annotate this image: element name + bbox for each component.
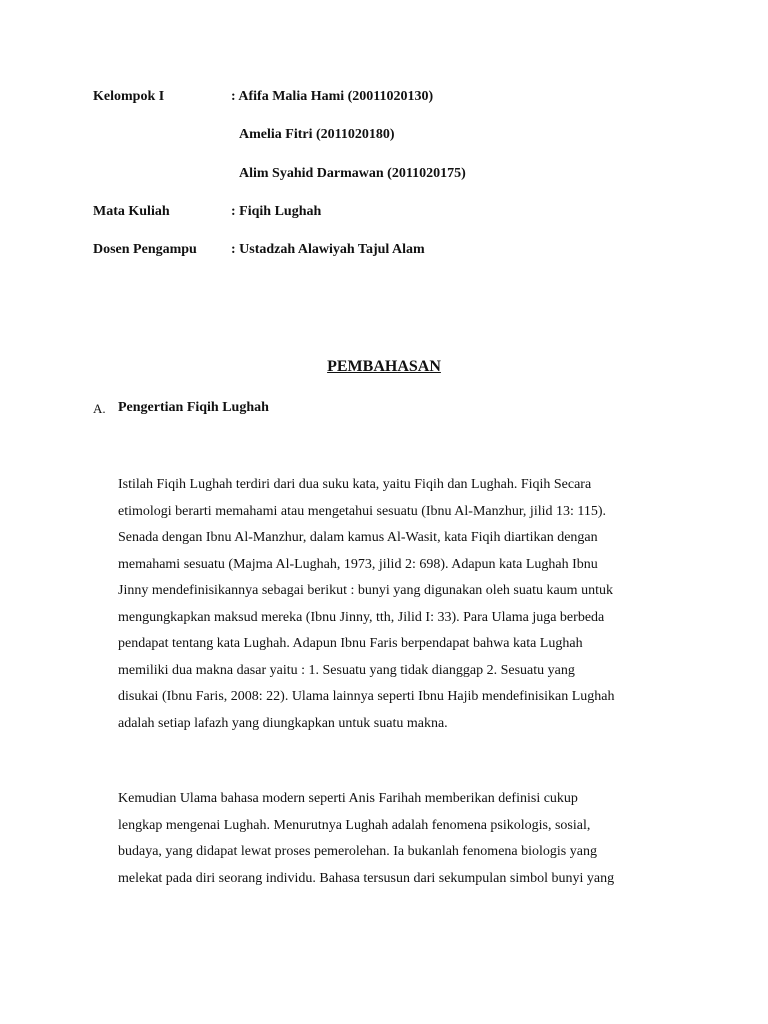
- paragraph-line: Kemudian Ulama bahasa modern seperti Anis Farihah memberikan definisi cukup: [118, 791, 578, 806]
- paragraph-line: budaya, yang didapat lewat proses pemerolehan. Ia bukanlah fenomena biologis yang: [118, 844, 597, 859]
- member-2: Amelia Fitri (2011020180): [239, 127, 395, 142]
- paragraph-line: pendapat tentang kata Lughah. Adapun Ibnu Faris berpendapat bahwa kata Lughah: [118, 636, 583, 651]
- paragraph-line: lengkap mengenai Lughah. Menurutnya Lughah adalah fenomena psikologis, sosial,: [118, 817, 591, 833]
- subheading-title: Pengertian Fiqih Lughah: [118, 400, 269, 415]
- paragraph-line: Jinny mendefinisikannya sebagai berikut : bunyi yang digunakan oleh suatu kaum untuk: [118, 583, 613, 598]
- paragraph-2: [118, 786, 678, 892]
- paragraph-line: Senada dengan Ibnu Al-Manzhur, dalam kamus Al-Wasit, kata Fiqih diartikan dengan: [118, 530, 598, 545]
- paragraph-line: memahami sesuatu (Majma Al-Lughah, 1973, jilid 2: 698). Adapun kata Lughah Ibnu: [118, 556, 598, 572]
- paragraph-line: memiliki dua makna dasar yaitu : 1. Sesuatu yang tidak dianggap 2. Sesuatu yang: [118, 662, 575, 678]
- member-3: Alim Syahid Darmawan (2011020175): [239, 166, 466, 181]
- paragraph-line: mengungkapkan maksud mereka (Ibnu Jinny, tth, Jilid I: 33). Para Ulama juga berbeda: [118, 609, 605, 625]
- paragraph-line: Istilah Fiqih Lughah terdiri dari dua suku kata, yaitu Fiqih dan Lughah. Fiqih Secara: [118, 477, 592, 492]
- paragraph-line: disukai (Ibnu Faris, 2008: 22). Ulama lainnya seperti Ibnu Hajib mendefinisikan Lughah: [118, 689, 615, 704]
- paragraph-line: etimologi berarti memahami atau mengetahui sesuatu (Ibnu Al-Manzhur, jilid 13: 115).: [118, 503, 607, 519]
- paragraph-line: melekat pada diri seorang individu. Bahasa tersusun dari sekumpulan simbol bunyi yang: [118, 870, 615, 886]
- paragraph-line: adalah setiap lafazh yang diungkapkan untuk suatu makna.: [118, 715, 448, 731]
- mata-kuliah-value: : Fiqih Lughah: [231, 204, 322, 219]
- mata-kuliah-label: Mata Kuliah: [93, 204, 170, 219]
- section-title: PEMBAHASAN: [327, 358, 441, 375]
- subheading-marker: A.: [93, 401, 106, 416]
- kelompok-label: Kelompok I: [93, 89, 165, 104]
- paragraph-1: [118, 472, 678, 737]
- dosen-label: Dosen Pengampu: [93, 242, 197, 257]
- member-1: : Afifa Malia Hami (20011020130): [231, 89, 434, 104]
- dosen-value: : Ustadzah Alawiyah Tajul Alam: [231, 242, 425, 257]
